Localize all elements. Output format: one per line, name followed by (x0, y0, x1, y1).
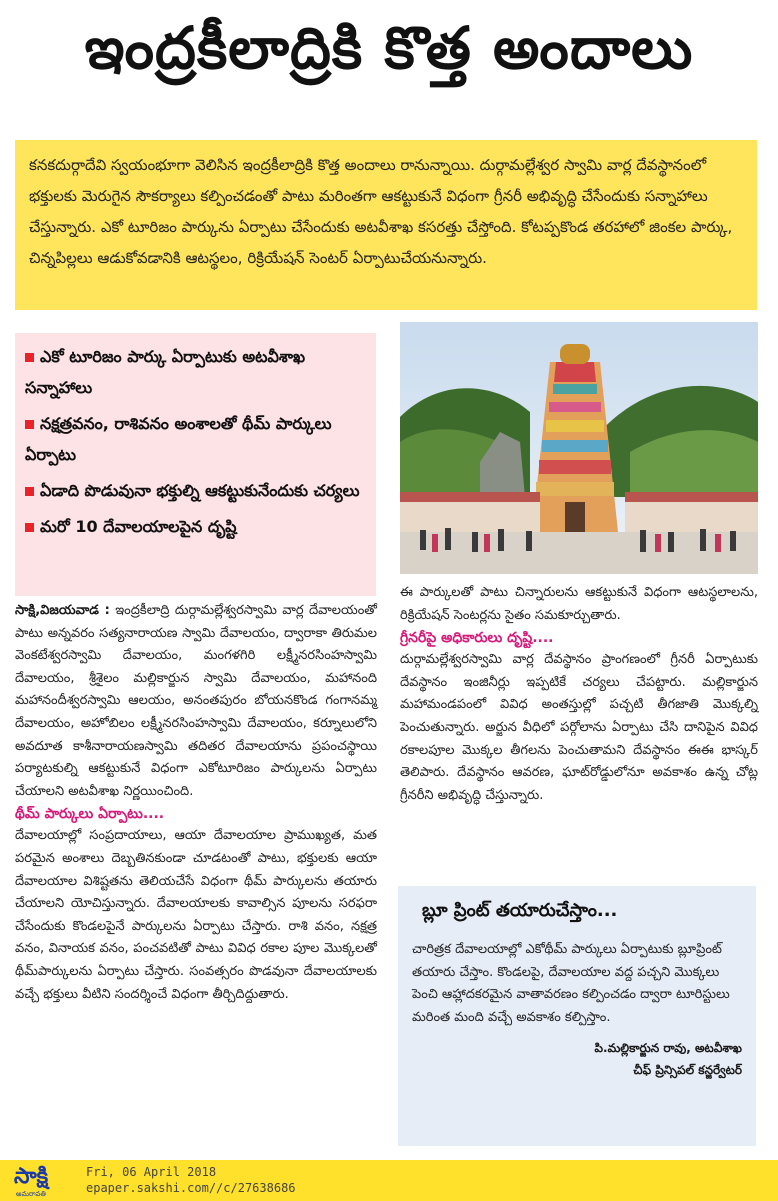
subheading-theme-parks: థీమ్ పార్కులు ఏర్పాటు.... (15, 806, 165, 823)
quote-signature: పి.మల్లికార్జున రావు, అటవీశాఖ చీఫ్ ప్రిన్సిపల్ కన్జర్వేటర్ (594, 1041, 742, 1078)
intro-box (15, 140, 757, 310)
article-right-column (400, 582, 758, 807)
bullet-square-icon (25, 523, 34, 532)
edition-date: Fri, 06 April 2018 (86, 1165, 217, 1179)
left-paragraph-1: సాక్షి,విజయవాడ : ఇంద్రకీలాద్రి దుర్గామల్లేశ్వరస్వామి వార్ల దేవాలయంతో పాటు అన్నవరం సత్యనారాయణ స్వామి దేవాలయం, ద్వారాకా తిరుమల వెంకటేశ్వరస్వామి దేవాలయం, మంగళగిరి లక్ష్మీనరసింహస్వామి దేవాలయం, శ్రీశైలం మల్లికార్జున స్వామి దేవాలయం, మహానంది మహానందీశ్వరస్వామి ఆలయం, అనంతపురం బోయనకొండ గంగానమ్మ దేవాలయం, అహోబిలం లక్ష్మీనరసింహస్వామి దేవాలయం, కర్నూలులోని అవదూత కాశీనారాయణస్వామి తదితర దేవాలయాను ప్రపంచస్థాయి పర్యాటకుల్ని ఆకట్టుకునే విధంగా ఎకోటూరిజం పార్కులను ఏర్పాటు చేయాలని అటవీశాఖ నిర్ణయించింది. (15, 603, 377, 799)
subheading-greenery: గ్రీనరీపై అధికారులు దృష్టి.... (400, 630, 554, 647)
bullet-square-icon (25, 487, 34, 496)
temple-photo (400, 322, 758, 574)
highlight-item: నక్షత్రవనం, రాశివనం అంశాలతో థీమ్ పార్కులు ఏర్పాటు (25, 414, 332, 464)
highlight-item: ఎకో టూరిజం పార్కు ఏర్పాటుకు అటవీశాఖ సన్నాహాలు (25, 347, 306, 397)
highlight-item: మరో 10 దేవాలయాలపైన దృష్టి (25, 511, 366, 542)
headline: ఇంద్రకీలాద్రికి కొత్త అందాలు (84, 14, 694, 82)
edition-meta (86, 1164, 296, 1196)
footer-bar (0, 1160, 778, 1201)
dateline: సాక్షి,విజయవాడ : (15, 603, 110, 618)
quote-text: చారిత్రక దేవాలయాల్లో ఎకోథీమ్ పార్కులు ఏర్పాటుకు బ్లూప్రింట్ తయారు చేస్తాం. కొండలపై, దేవాలయాల వద్ద పచ్చని మొక్కలు పెంచి ఆహ్లాదకరమైన వాతావరణం కల్పించడం ద్వారా టూరిస్టులు మరింత మంది వచ్చే అవకాశం కల్పిస్తాం. (412, 942, 730, 1025)
highlight-item: ఏడాది పొడువునా భక్తుల్ని ఆకట్టుకునేందుకు చర్యలు (25, 475, 366, 506)
edition-url[interactable]: epaper.sakshi.com//c/27638686 (86, 1181, 296, 1195)
right-paragraph-2: దుర్గామల్లేశ్వరస్వామి వార్ల దేవస్థానం ప్రాంగణంలో గ్రీనరీ ఏర్పాటుకు దేవస్థానం ఇంజినీర్లు ఇప్పటికే చర్యలు చేపట్టారు. మల్లికార్జున మహామండపంలో వివిధ అంతస్తుల్లో పచ్చటి తీగజాతి మొక్కల్ని పెంచుతున్నారు. అర్జున వీధిలో పర్గోలాను ఏర్పాటు చేసి దానిపైన వివిధ రకాలపూల మొక్కల తీగలను పెంచుతామని దేవస్థానం ఈఈ భాస్కర్ తెలిపారు. దేవస్థానం ఆవరణ, ఘాట్‌రోడ్డులోనూ అవకాశం ఉన్న చోట్ల గ్రీనరీని అభివృద్ధి చేస్తున్నారు. (400, 652, 758, 803)
sakshi-logo: సాక్షి అమరావతి (14, 1164, 49, 1198)
bullet-square-icon (25, 353, 34, 362)
highlights-box (15, 333, 376, 596)
intro-text: కనకదుర్గాదేవి స్వయంభూగా వెలిసిన ఇంద్రకీలాద్రికి కొత్త అందాలు రానున్నాయి. దుర్గామల్లేశ్వర స్వామి వార్ల దేవస్థానంలో భక్తులకు మెరుగైన సౌకర్యాలు కల్పించడంతో పాటు మరింతగా ఆకట్టుకునే విధంగా గ్రీనరీ అభివృద్ధి చేసేందుకు సన్నాహాలు చేస్తున్నారు. ఎకో టూరిజం పార్కును ఏర్పాటు చేసేందుకు అటవీశాఖ కసరత్తు చేస్తోంది. కోటప్పకొండ తరహాలో జింకల పార్కు, చిన్నపిల్లలు ఆడుకోవడానికి ఆటస్థలం, రిక్రియేషన్ సెంటర్ ఏర్పాటుచేయనున్నారు. (29, 156, 733, 267)
right-paragraph-1: ఈ పార్కులతో పాటు చిన్నారులను ఆకట్టుకునే విధంగా ఆటస్థలాలను, రిక్రియేషన్ సెంటర్లను సైతం సమకూర్చుతారు. (400, 585, 758, 623)
bullet-square-icon (25, 420, 34, 429)
article-left-column (15, 600, 377, 1006)
quote-box (398, 886, 756, 1146)
quote-title: బ్లూ ప్రింట్ తయారుచేస్తాం... (422, 900, 618, 921)
left-paragraph-2: దేవాలయాల్లో సంప్రదాయాలు, ఆయా దేవాలయాల ప్రాముఖ్యత, మత పరమైన అంశాలు దెబ్బతినకుండా చూడటంతో పాటు, భక్తులకు ఆయా దేవాలయాల విశిష్టతను తెలియచేసే విధంగా థీమ్ పార్కులను తయారు చేయాలని యోచిస్తున్నారు. దేవాలయాలకు కావాల్సిన పూలను సరఫరా చేసేందుకు కొండలపైనే పార్కులను ఏర్పాటు చేస్తారు. రాశి వనం, నక్షత్ర వనం, వినాయక వనం, పంచవటితో పాటు వివిధ రకాల పూల మొక్కలతో థీమ్‌పార్కులను ఏర్పాటు చేస్తారు. సంవత్సరం పొడవునా దేవాలయాలకు వచ్చే భక్తులు వీటిని సందర్శించే విధంగా తీర్చిదిద్దుతారు. (15, 828, 377, 1002)
